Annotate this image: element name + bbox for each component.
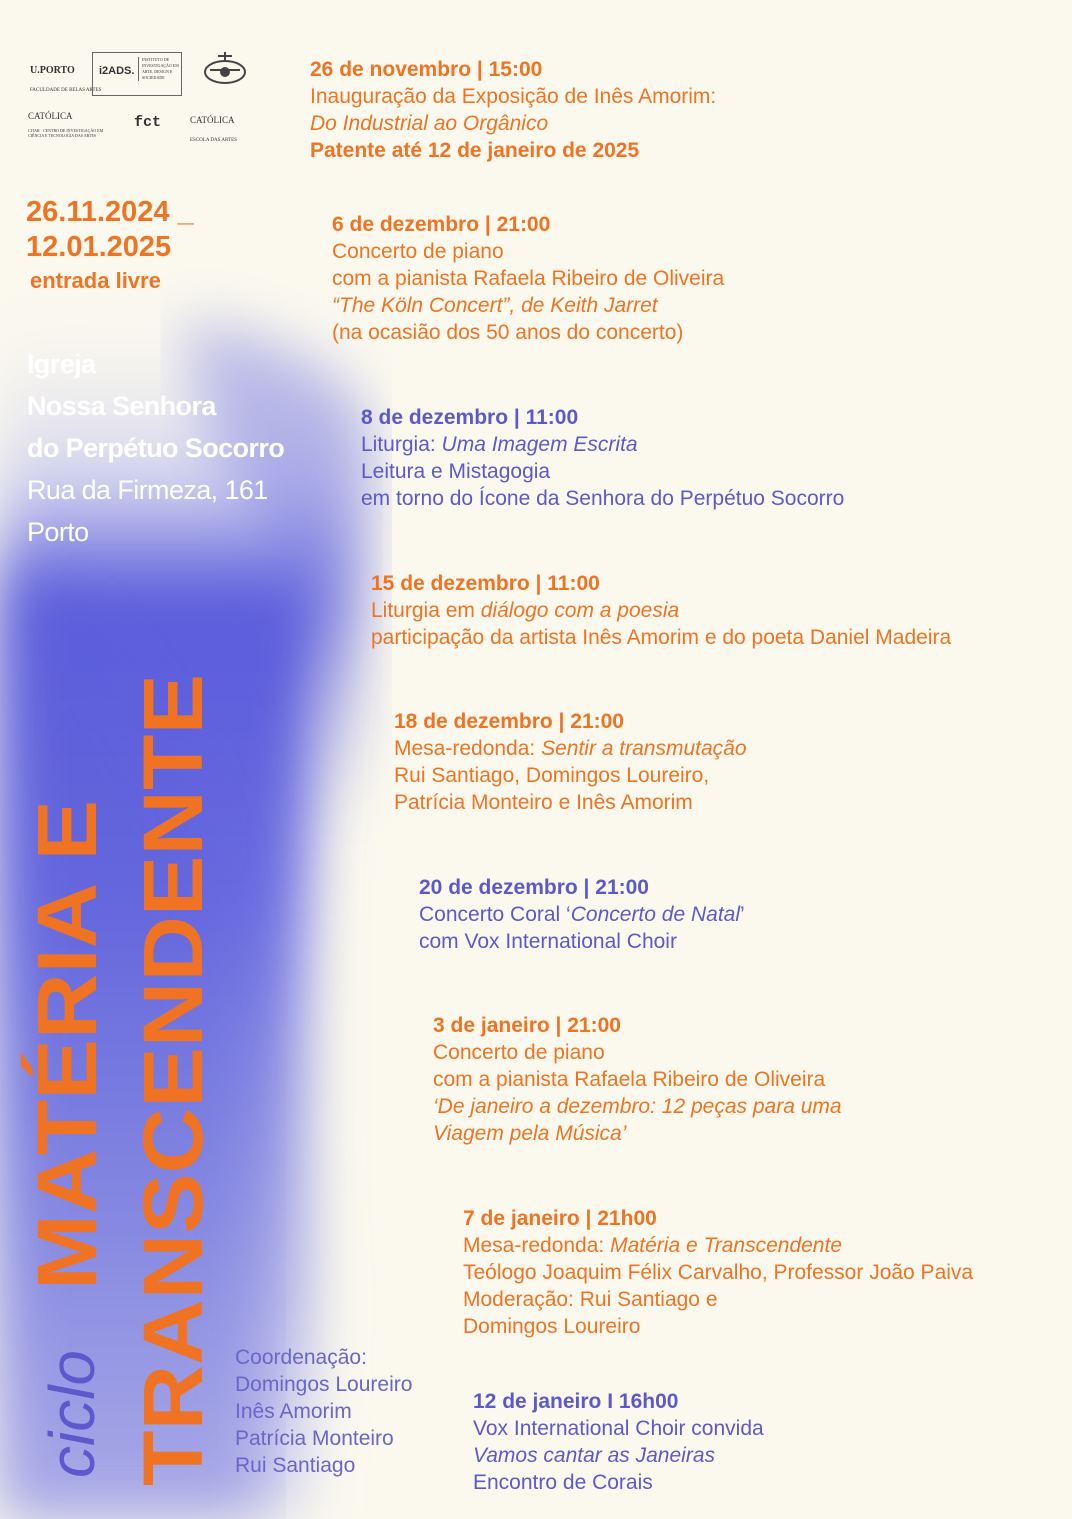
event-8-date: 7 de janeiro | 21h00 <box>463 1207 657 1230</box>
event-2-line-2: com a pianista Rafaela Ribeiro de Oliveira <box>332 267 725 290</box>
event-5-line-1a: Mesa-redonda: <box>394 737 542 760</box>
event-3-line-1 <box>361 431 844 458</box>
event-9-date: 12 de janeiro I 16h00 <box>473 1390 679 1413</box>
event-4-line-2: participação da artista Inês Amorim e do poeta Daniel Madeira <box>371 626 952 649</box>
event-4-line-1 <box>371 597 951 624</box>
event-8-line-1 <box>463 1232 973 1259</box>
venue-address: Rua da Firmeza, 161 <box>27 475 268 505</box>
event-1-date: 26 de novembro | 15:00 <box>310 58 543 81</box>
i2ads-logo-subtext: INSTITUTO DE INVESTIGAÇÃO EM ARTE, DESIGN E SOCIEDADE <box>138 57 182 81</box>
free-entry-label: entrada livre <box>30 268 161 293</box>
event-4-line-1b: diálogo com a poesia <box>480 599 680 622</box>
catolica-citar-text: CATÓLICA <box>28 111 73 121</box>
event-3-line-1a: Liturgia: <box>361 433 442 456</box>
title-ciclo: ciclo <box>36 1349 108 1478</box>
event-1-line-1: Inauguração da Exposição de Inês Amorim: <box>310 85 717 108</box>
period-end: 12.01.2025 <box>26 231 172 263</box>
event-8 <box>463 1205 973 1340</box>
catolica-citar-subtext: CITAR · CENTRO DE INVESTIGAÇÃO EM CIÊNCIA E TECNOLOGIA DAS ARTES <box>28 128 104 138</box>
event-6-line-1 <box>419 901 745 928</box>
coordinator-1: Domingos Loureiro <box>235 1373 413 1396</box>
venue-line-1: Igreja <box>27 349 96 379</box>
coordinator-3: Patrícia Monteiro <box>235 1427 394 1450</box>
event-3-line-1b: Uma Imagem Escrita <box>441 433 638 456</box>
event-1 <box>310 56 716 164</box>
event-9-line-1: Vox International Choir convida <box>473 1417 764 1440</box>
event-9 <box>473 1388 764 1496</box>
event-8-line-2: Teólogo Joaquim Félix Carvalho, Professor João Paiva <box>463 1261 974 1284</box>
event-7-line-3: ‘De janeiro a dezembro: 12 peças para uma <box>433 1095 842 1118</box>
catolica-artes-text: CATÓLICA <box>190 115 235 125</box>
venue-city: Porto <box>27 517 89 547</box>
event-3 <box>361 404 844 512</box>
event-6 <box>419 874 745 955</box>
event-5-line-1 <box>394 735 747 762</box>
event-7 <box>433 1012 842 1147</box>
event-9-line-3: Encontro de Corais <box>473 1471 653 1494</box>
event-5-line-1b: Sentir a transmutação <box>541 737 747 760</box>
event-6-line-1b: Concerto de Natal <box>570 903 740 926</box>
event-7-line-1: Concerto de piano <box>433 1041 605 1064</box>
event-8-line-1b: Matéria e Transcendente <box>610 1234 842 1257</box>
event-5-line-3: Patrícia Monteiro e Inês Amorim <box>394 791 693 814</box>
event-8-line-4: Domingos Loureiro <box>463 1315 641 1338</box>
venue-line-3: do Perpétuo Socorro <box>27 433 285 463</box>
event-7-date: 3 de janeiro | 21:00 <box>433 1014 621 1037</box>
event-2-date: 6 de dezembro | 21:00 <box>332 213 551 236</box>
coordinator-2: Inês Amorim <box>235 1400 352 1423</box>
event-5-date: 18 de dezembro | 21:00 <box>394 710 624 733</box>
period-start: 26.11.2024 _ <box>26 196 194 228</box>
coordinator-4: Rui Santiago <box>235 1454 356 1477</box>
event-3-line-3: em torno do Ícone da Senhora do Perpétuo Socorro <box>361 487 845 510</box>
uporto-logo-text: U.PORTO <box>30 65 75 76</box>
title-line-1: MATÉRIA E <box>20 837 114 1290</box>
venue-line-2: Nossa Senhora <box>27 391 216 421</box>
catolica-artes-subtext: ESCOLA DAS ARTES <box>190 138 237 143</box>
event-5-line-2: Rui Santiago, Domingos Loureiro, <box>394 764 710 787</box>
event-4-date: 15 de dezembro | 11:00 <box>371 572 600 595</box>
event-2-line-4: (na ocasião dos 50 anos do concerto) <box>332 321 684 344</box>
event-8-line-3: Moderação: Rui Santiago e <box>463 1288 718 1311</box>
event-4-line-1a: Liturgia em <box>371 599 481 622</box>
uporto-logo-subtext: FACULDADE DE BELAS ARTES <box>30 88 102 93</box>
event-6-line-1c: ’ <box>740 903 745 926</box>
fct-logo: fct <box>134 114 162 131</box>
event-4 <box>371 570 951 651</box>
event-7-line-4: Viagem pela Música’ <box>433 1122 627 1145</box>
event-6-line-2: com Vox International Choir <box>419 930 677 953</box>
event-2 <box>332 211 724 346</box>
title-line-2: TRANSCENDENTE <box>126 734 220 1486</box>
event-6-date: 20 de dezembro | 21:00 <box>419 876 649 899</box>
event-3-line-2: Leitura e Mistagogia <box>361 460 551 483</box>
event-8-line-1a: Mesa-redonda: <box>463 1234 611 1257</box>
i2ads-logo-text: i2ADS. <box>99 65 135 77</box>
event-7-line-2: com a pianista Rafaela Ribeiro de Oliveira <box>433 1068 826 1091</box>
coordination-title: Coordenação: <box>235 1346 367 1369</box>
event-3-date: 8 de dezembro | 11:00 <box>361 406 579 429</box>
event-5 <box>394 708 747 816</box>
event-2-line-3: “The Köln Concert”, de Keith Jarret <box>332 294 658 317</box>
event-1-line-2: Do Industrial ao Orgânico <box>310 112 549 135</box>
event-6-line-1a: Concerto Coral ‘ <box>419 903 571 926</box>
event-2-line-1: Concerto de piano <box>332 240 504 263</box>
event-1-line-3: Patente até 12 de janeiro de 2025 <box>310 139 640 162</box>
event-9-line-2: Vamos cantar as Janeiras <box>473 1444 716 1467</box>
coordination-block <box>235 1344 412 1479</box>
